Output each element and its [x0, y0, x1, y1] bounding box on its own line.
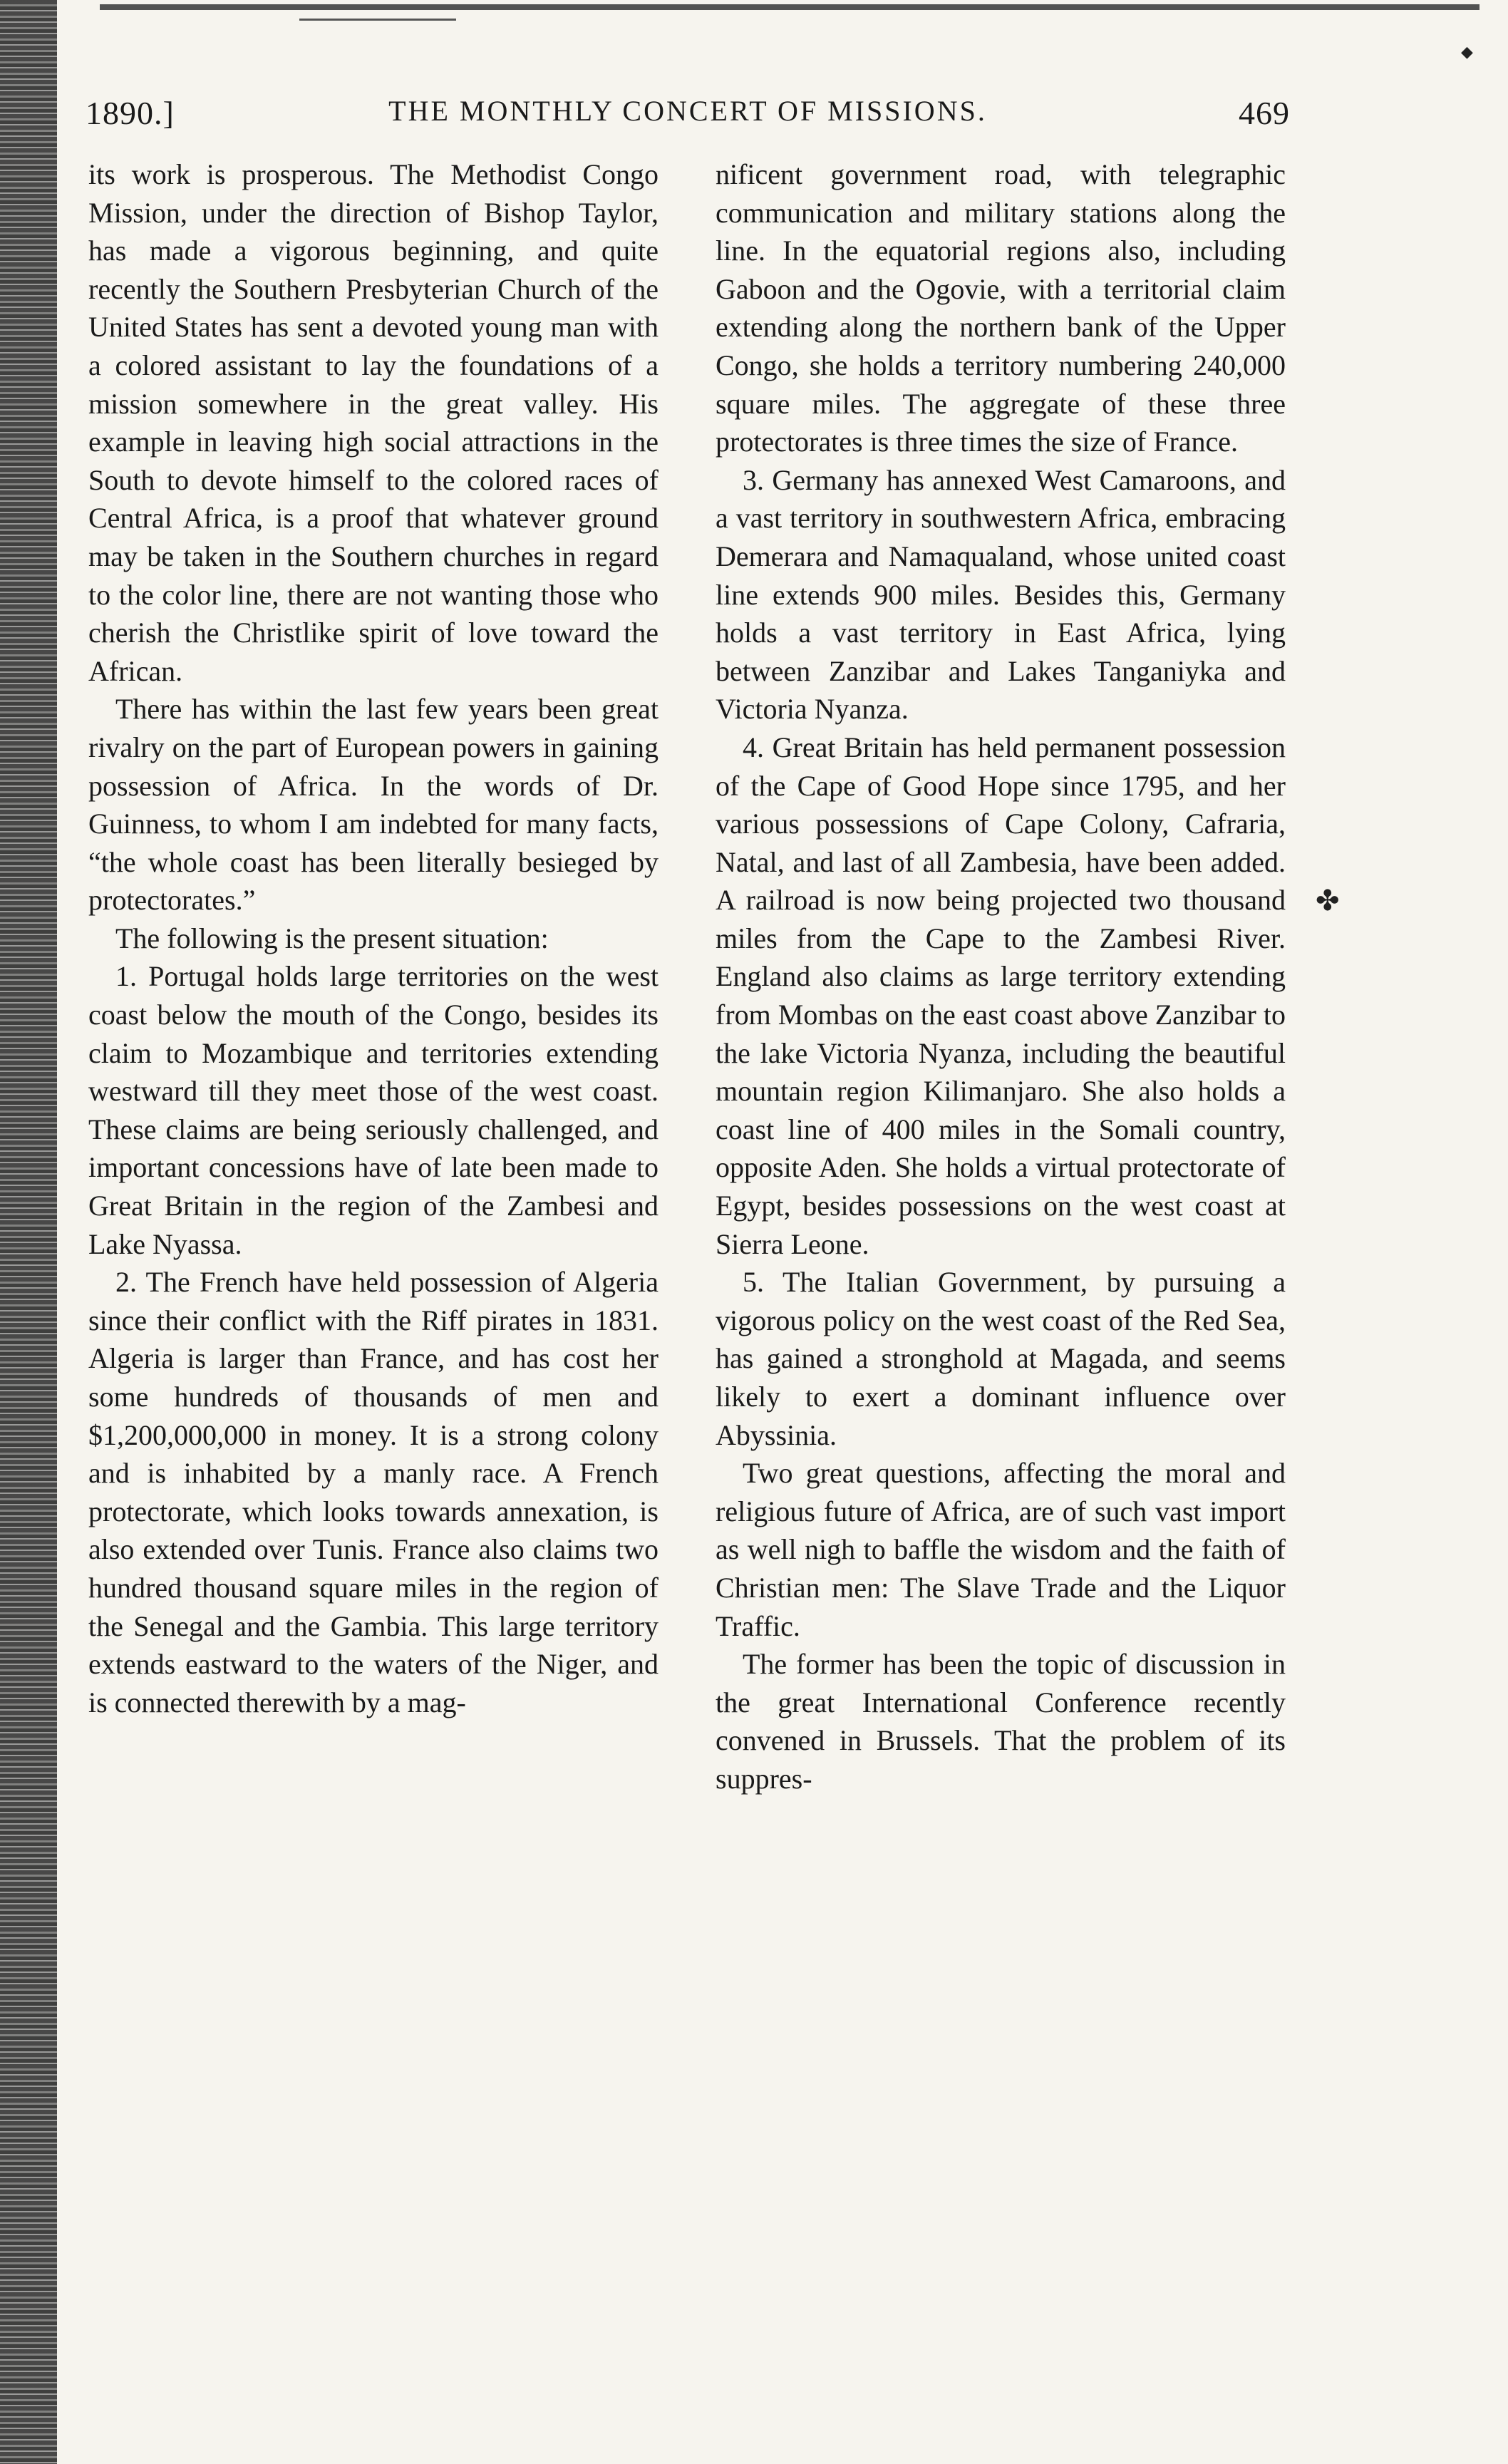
paragraph: 2. The French have held possession of Algeria since their conflict with the Riff pirates in 1831. Algeria is larger than France, and has cost her some hundreds of thousands of men and $1,200,000,000 in money. It is a strong colony and is inhabited by a manly race. A French protectorate, which looks towards annexation, is also extended over Tunis. France also claims two hundred thousand square miles in the region of the Senegal and the Gambia. This large territory extends eastward to the waters of the Niger, and is connected therewith by a mag- — [88, 1266, 659, 1718]
right-column — [716, 155, 1286, 1798]
margin-ink-blot-icon: ✤ — [1316, 885, 1340, 917]
paragraph: 3. Germany has annexed West Camaroons, and a vast territory in southwestern Africa, embracing Demerara and Namaqualand, whose united coast line extends 900 miles. Besides this, Germany holds a vast territory in East Africa, lying between Zanzibar and Lakes Tanganiyka and Victoria Nyanza. — [716, 463, 1286, 726]
top-rule — [299, 19, 456, 21]
left-column — [88, 155, 659, 1721]
paragraph: 1. Portugal holds large territories on the west coast below the mouth of the Congo, besides its claim to Mozambique and territories extending westward till they meet those of the west coast. These claims are being seriously challenged, and important concessions have of late been made to Great Britain in the region of the Zambesi and Lake Nyassa. — [88, 960, 659, 1260]
header-date: 1890.] — [86, 95, 175, 131]
paragraph: 5. The Italian Government, by pursuing a vigorous policy on the west coast of the Red Sea, has gained a stronghold at Magada, and seems likely to exert a dominant influence over Abyssinia. — [716, 1266, 1286, 1451]
paragraph: The following is the present situation: — [115, 922, 549, 954]
paragraph: There has within the last few years been great rivalry on the part of European powers in gaining possession of Africa. In the words of Dr. Guinness, to whom I am indebted for many facts, “the whole coast has been literally besieged by protectorates.” — [88, 693, 659, 917]
paragraph: nificent government road, with telegraphic communication and military stations along the line. In the equatorial regions also, including Gaboon and the Ogovie, with a territorial claim extending along the northern bank of the Upper Congo, she holds a territory numbering 240,000 square miles. The aggregate of these three protectorates is three times the size of France. — [716, 158, 1286, 458]
paragraph: The former has been the topic of discussion in the great International Conference recently convened in Brussels. That the problem of its suppres- — [716, 1648, 1286, 1795]
top-scan-edge — [100, 4, 1479, 10]
journal-title: THE MONTHLY CONCERT OF MISSIONS. — [388, 95, 987, 127]
paragraph: Two great questions, affecting the moral and religious future of Africa, are of such vast import as well nigh to baffle the wisdom and the faith of Christian men: The Slave Trade and the Liquor Traffic. — [716, 1457, 1286, 1642]
book-binding-edge — [0, 0, 57, 2464]
paragraph: its work is prosperous. The Methodist Congo Mission, under the direction of Bishop Taylor, has made a vigorous beginning, and quite recently the Southern Presbyterian Church of the United States has sent a devoted young man with a colored assistant to lay the foundations of a mission somewhere in the great valley. His example in leaving high social attractions in the South to devote himself to the colored races of Central Africa, is a proof that whatever ground may be taken in the Southern churches in regard to the color line, there are not wanting those who cherish the Christlike spirit of love toward the African. — [88, 158, 659, 687]
page-number: 469 — [1239, 95, 1290, 131]
corner-dot-icon: ◆ — [1461, 43, 1473, 61]
running-header — [86, 94, 1290, 137]
paragraph: 4. Great Britain has held permanent possession of the Cape of Good Hope since 1795, and her various possessions of Cape Colony, Cafraria, Natal, and last of all Zambesia, have been added. A railroad is now being projected two thousand miles from the Cape to the Zambesi River. England also claims as large territory extending from Mombas on the east coast above Zanzibar to the lake Victoria Nyanza, including the beautiful mountain region Kilimanjaro. She also holds a coast line of 400 miles in the Somali country, opposite Aden. She holds a virtual protectorate of Egypt, besides possessions on the west coast at Sierra Leone. — [716, 731, 1286, 1260]
